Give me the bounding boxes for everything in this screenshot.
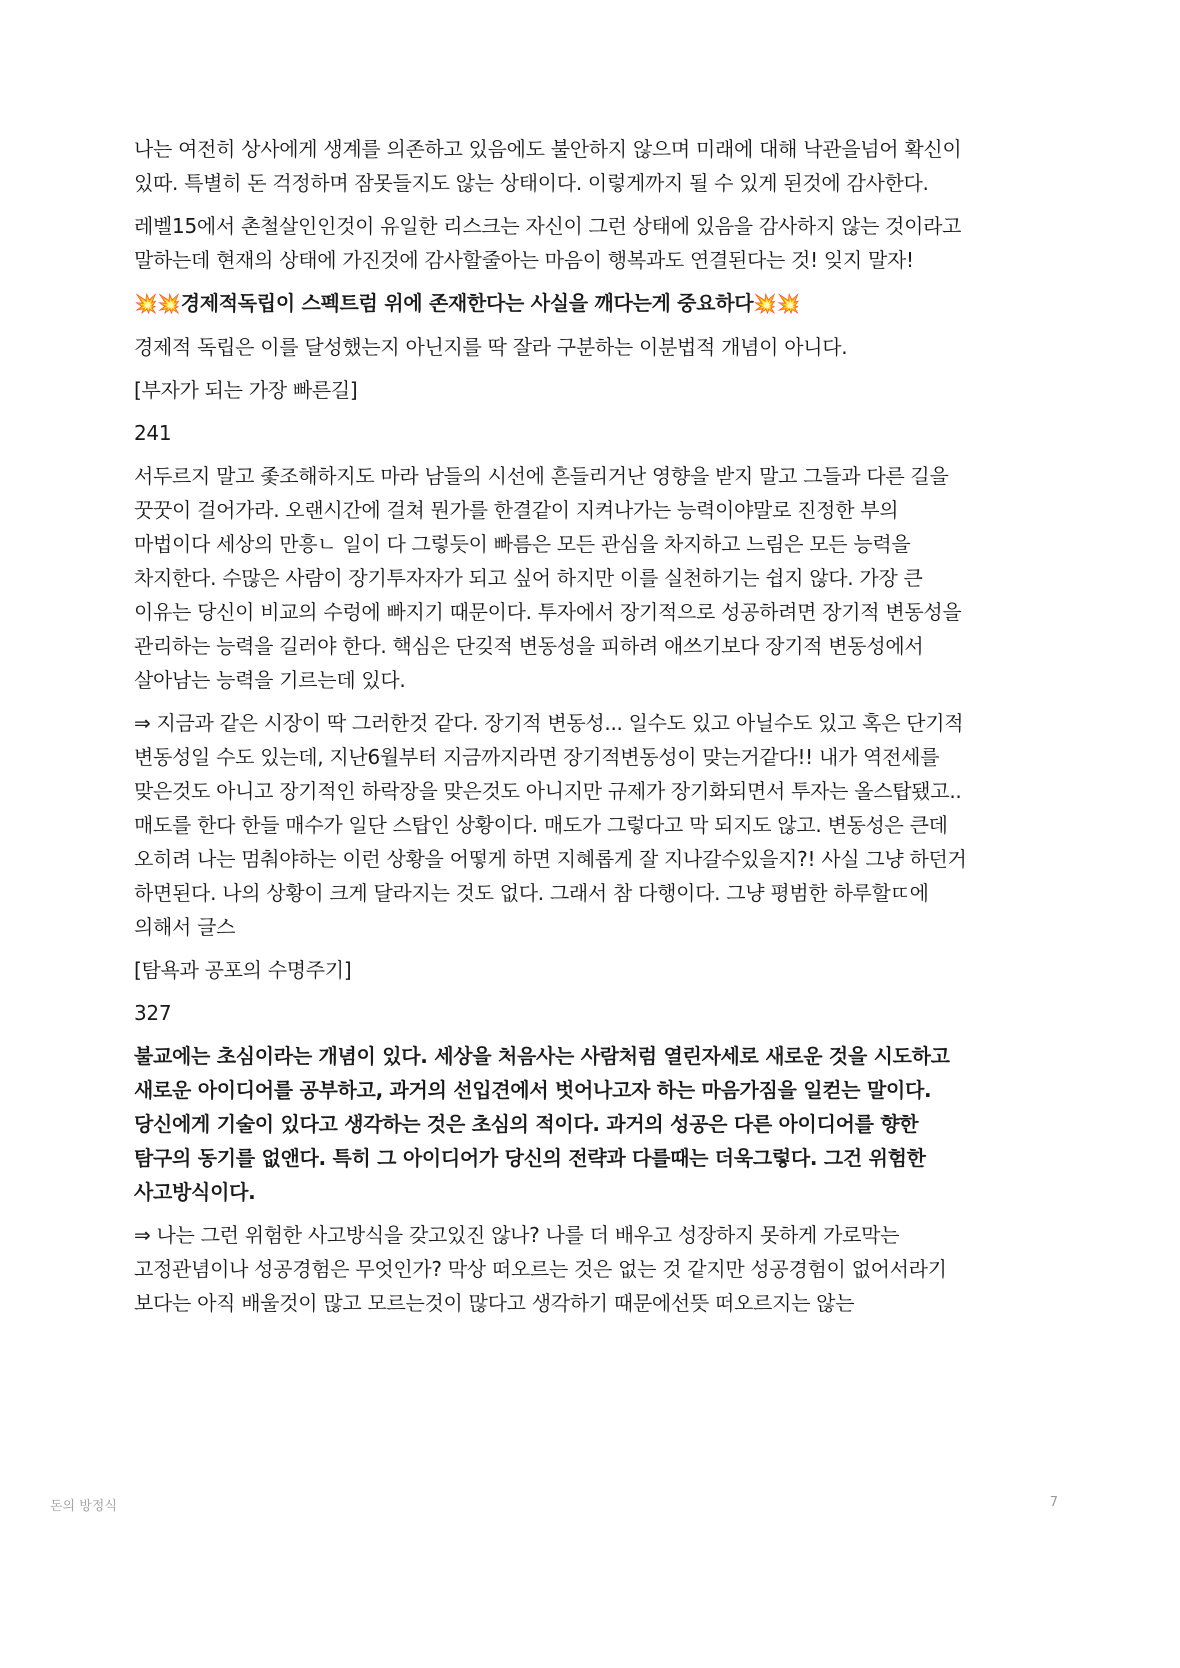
footer-book-title: 돈의 방정식 [50, 1499, 117, 1514]
heading-text: 경제적독립이 스펙트럼 위에 존재한다는 사실을 깨다는게 중요하다 [180, 291, 754, 315]
quote-beginners-mind: 불교에는 초심이라는 개념이 있다. 세상을 처음사는 사람처럼 열린자세로 새로운 것을 시도하고 새로운 아이디어를 공부하고, 과거의 선입견에서 벗어나고자 하는 마음가짐을 일컫는 말이다. 당신에게 기술이 있다고 생각하는 것은 초심의 적이다. 과거의 성공은 다른 아이디어를 향한 탐구의 동기를 없앤다. 특히 그 아이디어가 당신의 전략과 다를때는 더욱그렇다. 그건 위험한 사고방식이다. [134, 1044, 950, 1204]
section-heading [134, 286, 974, 321]
reflection-mindset: ⇒ 나는 그런 위험한 사고방식을 갖고있진 않나? 나를 더 배우고 성장하지 못하게 가로막는 고정관념이나 성공경험은 무엇인가? 막상 떠오르는 것은 없는 것 같지만 성공경험이 없어서라기 보다는 아직 배울것이 많고 모르는것이 많다고 생각하기 때문에선뜻 떠오르지는 않는 [134, 1223, 947, 1315]
reflection-market: ⇒ 지금과 같은 시장이 딱 그러한것 같다. 장기적 변동성... 일수도 있고 아닐수도 있고 혹은 단기적 변동성일 수도 있는데, 지난6월부터 지금까지라면 장기적변동성이 맞는거같다!! 내가 역전세를 맞은것도 아니고 장기적인 하락장을 맞은것도 아니지만 규제가 장기화되면서 투자는 올스탑됐고.. 매도를 한다 한들 매수가 일단 스탑인 상황이다. 매도가 그렇다고 막 되지도 않고. 변동성은 큰데 오히려 나는 멈춰야하는 이런 상황을 어떻게 하면 지혜롭게 잘 지나갈수있을지?! 사실 그냥 하던거 하면된다. 나의 상황이 크게 달라지는 것도 없다. 그래서 참 다행이다. 그냥 평범한 하루할ㄸ에 의해서 글스 [134, 711, 967, 939]
paragraph-economic-independence: 경제적 독립은 이를 달성했는지 아닌지를 딱 잘라 구분하는 이분법적 개념이 아니다. [134, 335, 848, 359]
chapter-title-fastest-way: [부자가 되는 가장 빠른길] [134, 378, 358, 402]
footer-page-number: 7 [1049, 1495, 1058, 1510]
page-reference: 327 [134, 1001, 172, 1025]
explosion-icon: 💥💥 [134, 293, 181, 315]
paragraph-level15: 레벨15에서 촌철살인인것이 유일한 리스크는 자신이 그런 상태에 있음을 감사하지 않는 것이라고 말하는데 현재의 상태에 가진것에 감사할줄아는 마음이 행복과도 연결된다는 것! 잊지 말자! [134, 214, 962, 272]
page-reference: 241 [134, 421, 172, 445]
quote-long-term-volatility: 서두르지 말고 좇조해하지도 마라 남들의 시선에 흔들리거난 영향을 받지 말고 그들과 다른 길을 꿋꿋이 걸어가라. 오랜시간에 걸쳐 뭔가를 한결같이 지켜나가는 능력이야말로 진정한 부의 마법이다 세상의 만흥ㄴ 일이 다 그렇듯이 빠름은 모든 관심을 차지하고 느림은 모든 능력을 차지한다. 수많은 사람이 장기투자자가 되고 싶어 하지만 이를 실천하기는 쉽지 않다. 가장 큰 이유는 당신이 비교의 수렁에 빠지기 때문이다. 투자에서 장기적으로 성공하려면 장기적 변동성을 관리하는 능력을 길러야 한다. 핵심은 단깆적 변동성을 피하려 애쓰기보다 장기적 변동성에서 살아남는 능력을 기르는데 있다. [134, 464, 962, 692]
page-content [134, 132, 974, 1329]
chapter-title-greed-fear: [탐욕과 공포의 수명주기] [134, 958, 352, 982]
explosion-icon: 💥💥 [753, 293, 800, 315]
paragraph-gratitude: 나는 여전히 상사에게 생계를 의존하고 있음에도 불안하지 않으며 미래에 대해 낙관을넘어 확신이 있따. 특별히 돈 걱정하며 잠못들지도 않는 상태이다. 이렇게까지 될 수 있게 된것에 감사한다. [134, 137, 962, 195]
